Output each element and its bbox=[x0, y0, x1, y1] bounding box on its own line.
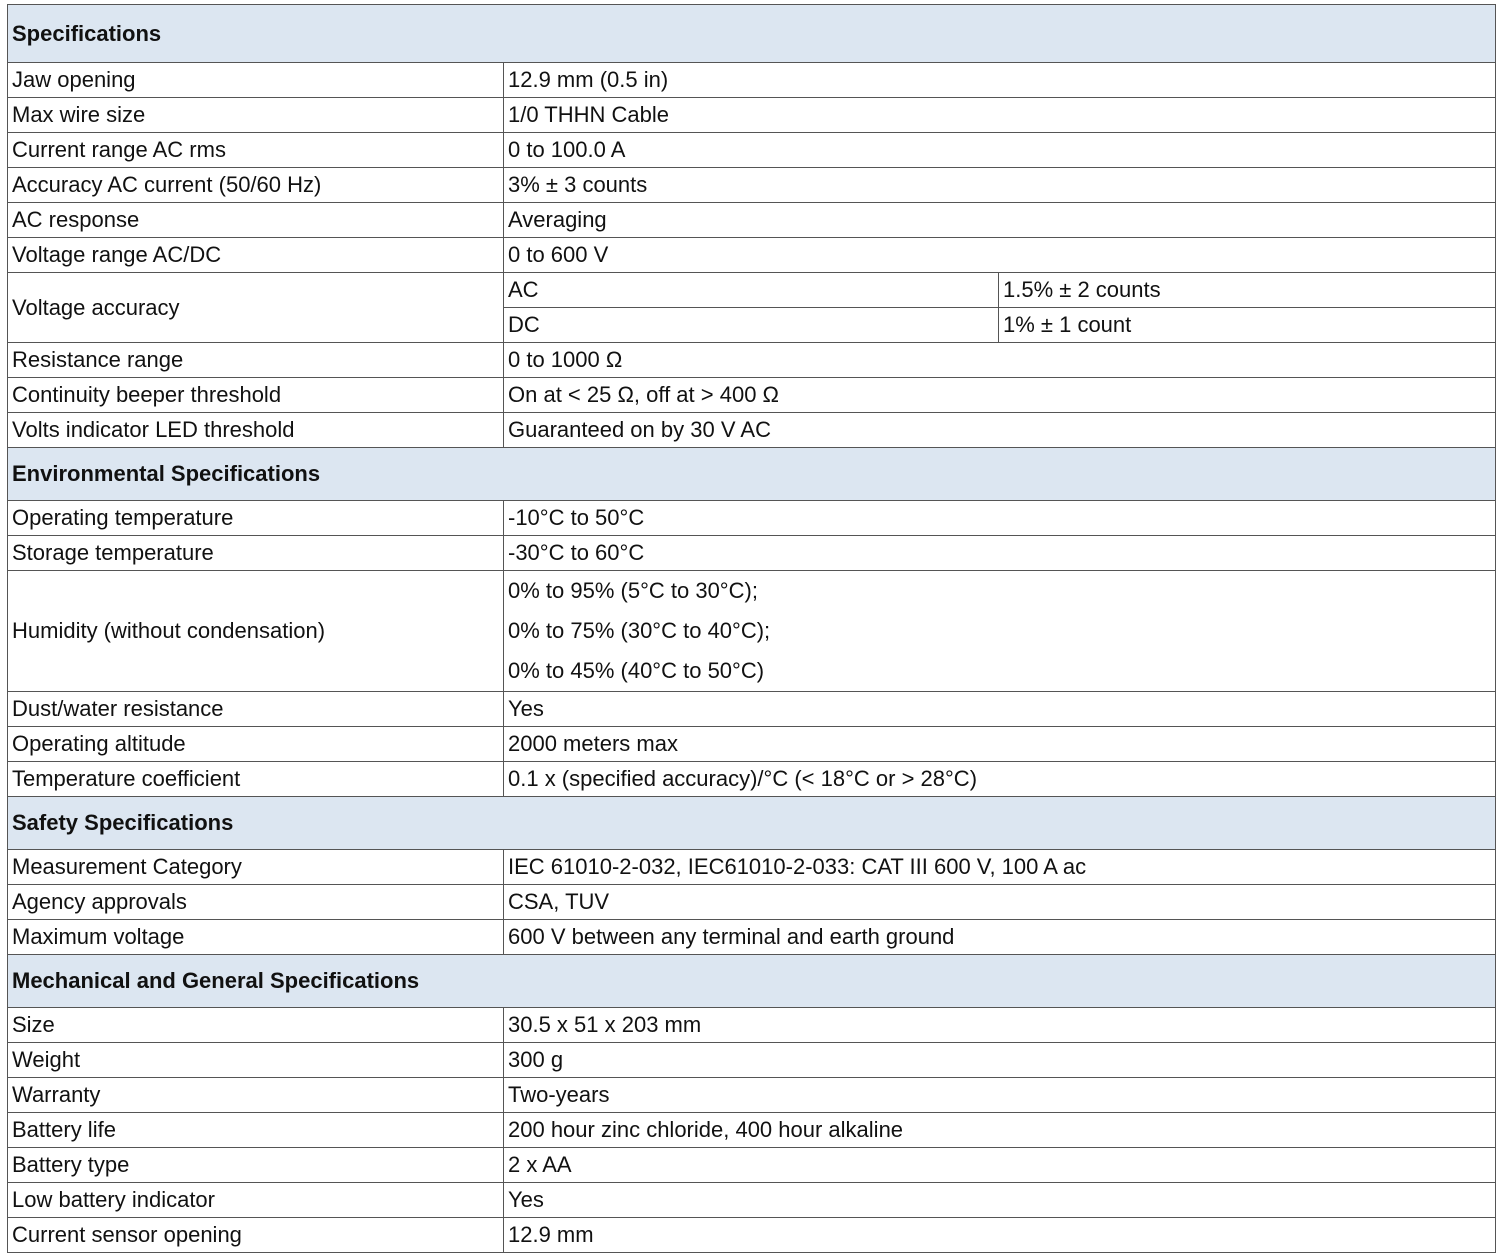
spec-value: -10°C to 50°C bbox=[504, 501, 1496, 536]
spec-label: Low battery indicator bbox=[8, 1183, 504, 1218]
table-row bbox=[8, 920, 1496, 955]
spec-value: CSA, TUV bbox=[504, 885, 1496, 920]
spec-value: Two-years bbox=[504, 1078, 1496, 1113]
spec-value: 12.9 mm bbox=[504, 1218, 1496, 1253]
spec-value: 1.5% ± 2 counts bbox=[999, 273, 1496, 308]
spec-label: Weight bbox=[8, 1043, 504, 1078]
spec-value: 12.9 mm (0.5 in) bbox=[504, 63, 1496, 98]
spec-label: Accuracy AC current (50/60 Hz) bbox=[8, 168, 504, 203]
spec-label: Volts indicator LED threshold bbox=[8, 413, 504, 448]
spec-label: Max wire size bbox=[8, 98, 504, 133]
table-row bbox=[8, 1078, 1496, 1113]
table-row bbox=[8, 1148, 1496, 1183]
humidity-line: 0% to 75% (30°C to 40°C); bbox=[508, 618, 771, 643]
section-header-mechanical bbox=[8, 955, 1496, 1008]
spec-label: Operating temperature bbox=[8, 501, 504, 536]
table-row bbox=[8, 63, 1496, 98]
spec-label: Battery type bbox=[8, 1148, 504, 1183]
spec-value: 0 to 1000 Ω bbox=[504, 343, 1496, 378]
humidity-line: 0% to 95% (5°C to 30°C); bbox=[508, 578, 758, 603]
spec-value: -30°C to 60°C bbox=[504, 536, 1496, 571]
spec-value: 1/0 THHN Cable bbox=[504, 98, 1496, 133]
table-row bbox=[8, 168, 1496, 203]
spec-value: Yes bbox=[504, 1183, 1496, 1218]
table-row bbox=[8, 727, 1496, 762]
table-row bbox=[8, 343, 1496, 378]
spec-label: Agency approvals bbox=[8, 885, 504, 920]
spec-label: Operating altitude bbox=[8, 727, 504, 762]
table-row bbox=[8, 1183, 1496, 1218]
spec-label: Voltage range AC/DC bbox=[8, 238, 504, 273]
spec-label: Current sensor opening bbox=[8, 1218, 504, 1253]
table-row bbox=[8, 378, 1496, 413]
spec-label: Maximum voltage bbox=[8, 920, 504, 955]
spec-label: Resistance range bbox=[8, 343, 504, 378]
section-title: Mechanical and General Specifications bbox=[8, 955, 1496, 1008]
section-title: Environmental Specifications bbox=[8, 448, 1496, 501]
spec-label: Temperature coefficient bbox=[8, 762, 504, 797]
table-row bbox=[8, 762, 1496, 797]
spec-value-multiline bbox=[504, 571, 1496, 692]
spec-label: Warranty bbox=[8, 1078, 504, 1113]
table-row bbox=[8, 885, 1496, 920]
spec-subname: DC bbox=[504, 308, 999, 343]
spec-value: 0 to 600 V bbox=[504, 238, 1496, 273]
table-row bbox=[8, 1113, 1496, 1148]
spec-value: 600 V between any terminal and earth ground bbox=[504, 920, 1496, 955]
table-row bbox=[8, 850, 1496, 885]
table-row-humidity bbox=[8, 571, 1496, 692]
spec-label: Storage temperature bbox=[8, 536, 504, 571]
spec-label: AC response bbox=[8, 203, 504, 238]
spec-label: Voltage accuracy bbox=[8, 273, 504, 343]
spec-value: 0 to 100.0 A bbox=[504, 133, 1496, 168]
spec-value: 30.5 x 51 x 203 mm bbox=[504, 1008, 1496, 1043]
section-header-environmental bbox=[8, 448, 1496, 501]
table-row bbox=[8, 536, 1496, 571]
spec-value: 0.1 x (specified accuracy)/°C (< 18°C or > 28°C) bbox=[504, 762, 1496, 797]
spec-value: On at < 25 Ω, off at > 400 Ω bbox=[504, 378, 1496, 413]
humidity-line: 0% to 45% (40°C to 50°C) bbox=[508, 658, 765, 683]
spec-label: Measurement Category bbox=[8, 850, 504, 885]
table-row bbox=[8, 133, 1496, 168]
spec-value: 300 g bbox=[504, 1043, 1496, 1078]
table-row bbox=[8, 413, 1496, 448]
spec-value: 3% ± 3 counts bbox=[504, 168, 1496, 203]
table-row-voltage-accuracy-ac bbox=[8, 273, 1496, 308]
section-header-safety bbox=[8, 797, 1496, 850]
section-header-specifications bbox=[8, 5, 1496, 63]
specifications-table bbox=[7, 4, 1496, 1253]
table-row bbox=[8, 98, 1496, 133]
spec-value: 1% ± 1 count bbox=[999, 308, 1496, 343]
spec-subname: AC bbox=[504, 273, 999, 308]
table-row bbox=[8, 501, 1496, 536]
spec-label: Jaw opening bbox=[8, 63, 504, 98]
spec-label: Continuity beeper threshold bbox=[8, 378, 504, 413]
spec-value: Guaranteed on by 30 V AC bbox=[504, 413, 1496, 448]
spec-label: Size bbox=[8, 1008, 504, 1043]
spec-label: Humidity (without condensation) bbox=[8, 571, 504, 692]
spec-value: 2000 meters max bbox=[504, 727, 1496, 762]
spec-value: Yes bbox=[504, 692, 1496, 727]
spec-label: Current range AC rms bbox=[8, 133, 504, 168]
table-row bbox=[8, 1043, 1496, 1078]
section-title: Safety Specifications bbox=[8, 797, 1496, 850]
section-title: Specifications bbox=[8, 5, 1496, 63]
spec-label: Dust/water resistance bbox=[8, 692, 504, 727]
table-row bbox=[8, 203, 1496, 238]
spec-value: 200 hour zinc chloride, 400 hour alkaline bbox=[504, 1113, 1496, 1148]
table-row bbox=[8, 1218, 1496, 1253]
table-row bbox=[8, 692, 1496, 727]
table-row bbox=[8, 1008, 1496, 1043]
spec-value: IEC 61010-2-032, IEC61010-2-033: CAT III 600 V, 100 A ac bbox=[504, 850, 1496, 885]
table-row bbox=[8, 238, 1496, 273]
spec-label: Battery life bbox=[8, 1113, 504, 1148]
spec-value: 2 x AA bbox=[504, 1148, 1496, 1183]
spec-value: Averaging bbox=[504, 203, 1496, 238]
